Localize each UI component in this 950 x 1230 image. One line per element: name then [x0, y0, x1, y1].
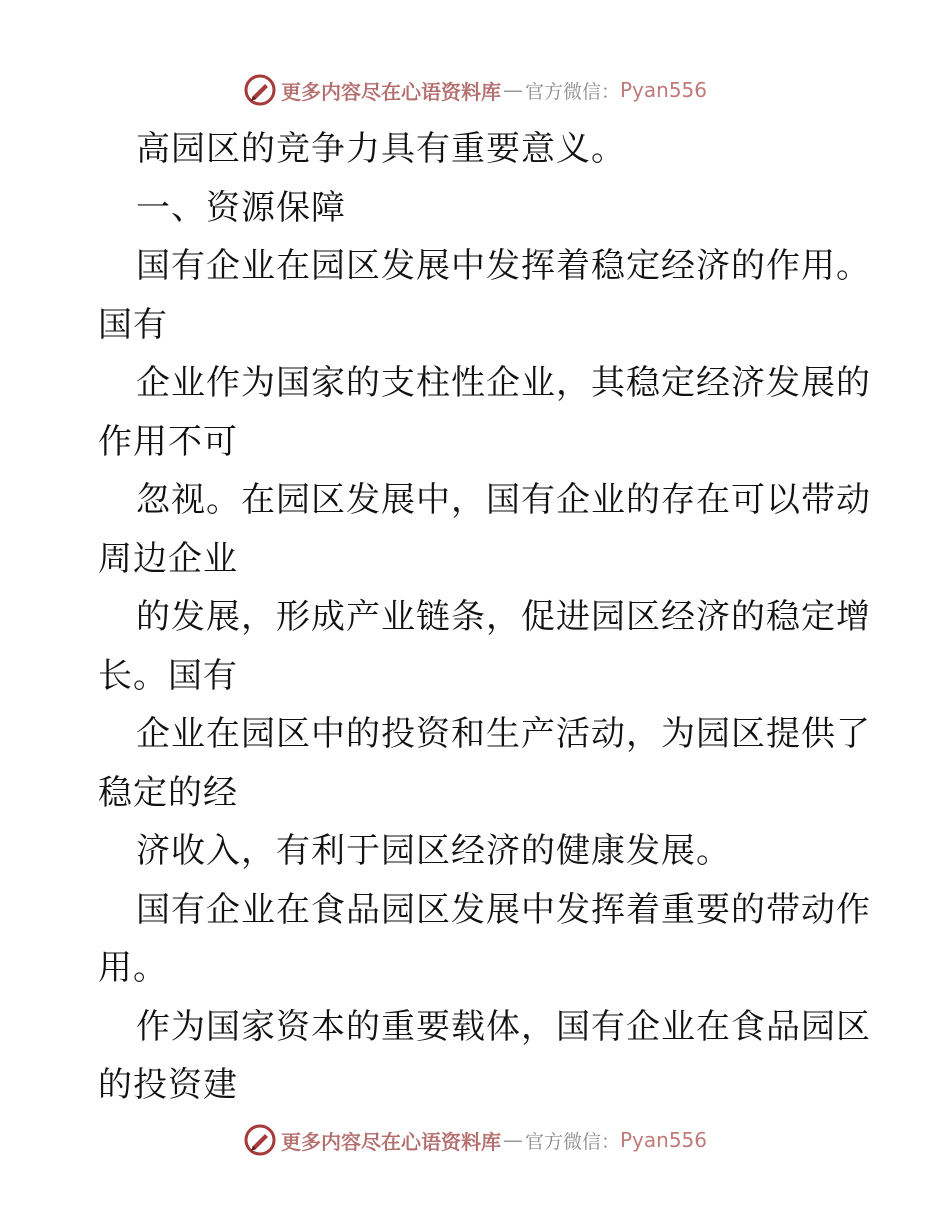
watermark-official-label: 官方微信：	[524, 80, 620, 103]
text-line: 国有企业在园区发展中发挥着稳定经济的作用。	[136, 246, 871, 286]
watermark-wechat-id: Pyan556	[620, 1128, 708, 1152]
text-line: 长。国有	[98, 655, 238, 696]
text-line: 忽视。在园区发展中，国有企业的存在可以带动	[136, 480, 871, 520]
text-line: 的发展，形成产业链条，促进园区经济的稳定增	[136, 597, 871, 637]
watermark-dash: —	[502, 1128, 523, 1152]
text-line: 高园区的竞争力具有重要意义。	[136, 129, 626, 169]
footer-watermark	[0, 1122, 950, 1158]
red-pen-logo-icon	[243, 1123, 277, 1157]
text-line: 企业在园区中的投资和生产活动，为园区提供了	[136, 714, 871, 754]
watermark-wechat-id: Pyan556	[620, 78, 708, 102]
section-heading: 一、资源保障	[136, 187, 346, 228]
text-line: 国有企业在食品园区发展中发挥着重要的带动作	[136, 889, 871, 930]
text-line: 的投资建	[98, 1065, 238, 1105]
text-line: 企业作为国家的支柱性企业，其稳定经济发展的	[136, 363, 871, 403]
text-line: 作用不可	[98, 421, 238, 462]
text-line: 稳定的经	[98, 772, 238, 813]
watermark-main-text: 更多内容尽在心语资料库	[280, 1129, 501, 1154]
watermark-dash: —	[502, 78, 523, 102]
text-line: 国有	[98, 304, 168, 345]
text-line: 济收入，有利于园区经济的健康发展。	[136, 831, 731, 871]
text-line: 周边企业	[98, 538, 238, 579]
document-body	[98, 120, 871, 1115]
header-watermark	[0, 72, 950, 108]
watermark-official-label: 官方微信：	[524, 1130, 620, 1153]
text-line: 作为国家资本的重要载体，国有企业在食品园区	[136, 1006, 871, 1047]
text-line: 用。	[98, 948, 168, 988]
watermark-main-text: 更多内容尽在心语资料库	[280, 79, 501, 104]
red-pen-logo-icon	[243, 73, 277, 107]
